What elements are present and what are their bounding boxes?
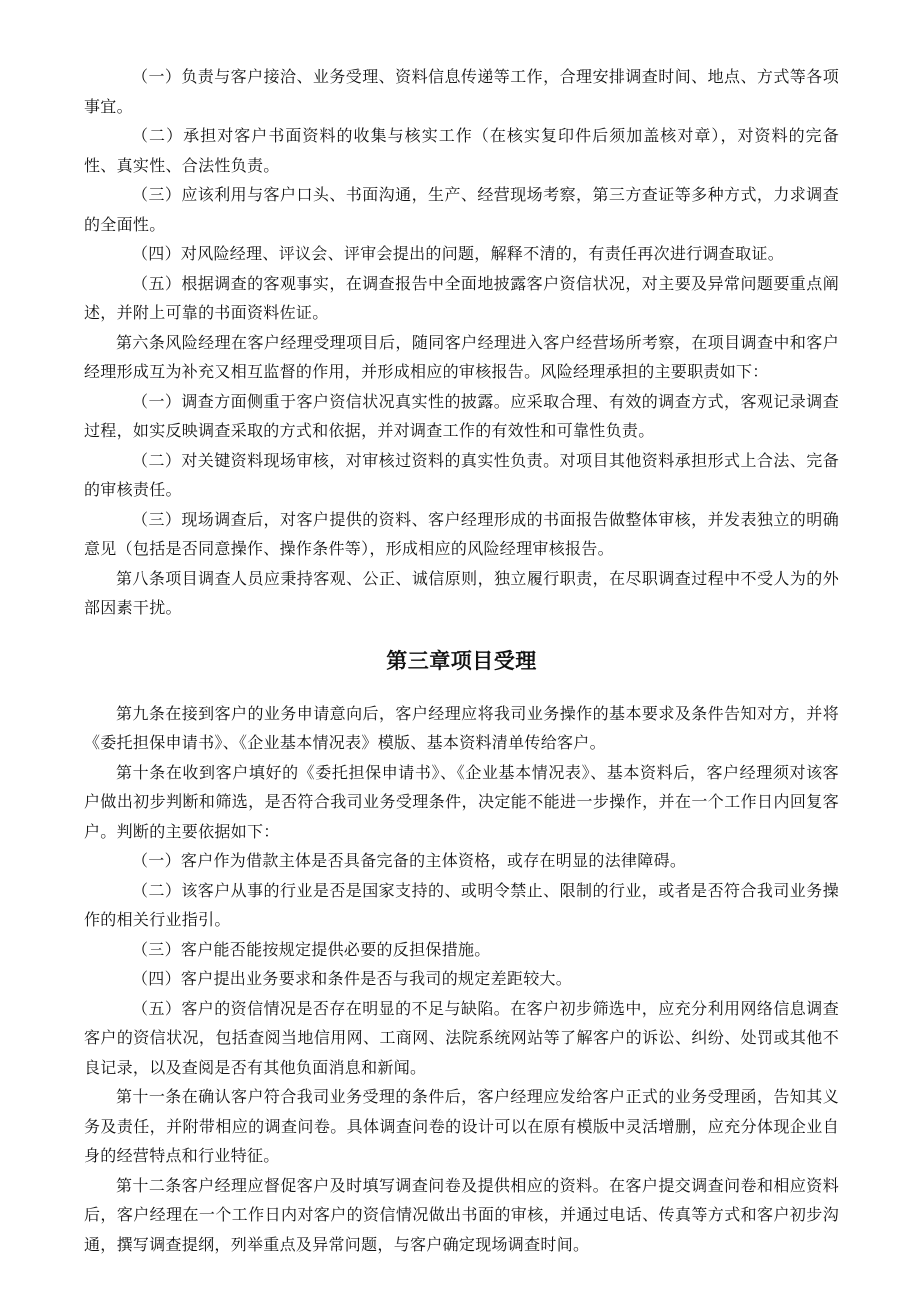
article-11-paragraph: 第十一条在确认客户符合我司业务受理的条件后，客户经理应发给客户正式的业务受理函，告知其义务及责任，并附带相应的调查问卷。具体调查问卷的设计可以在原有模版中灵活增删，应充分体现企业自身的经营特点和行业特征。: [84, 1087, 839, 1165]
article-9-paragraph: 第九条在接到客户的业务申请意向后，客户经理应将我司业务操作的基本要求及条件告知对方，并将《委托担保申请书》、《企业基本情况表》模版、基本资料清单传给客户。: [84, 703, 839, 752]
article-10-paragraph: 第十条在收到客户填好的《委托担保申请书》、《企业基本情况表》、基本资料后，客户经理须对该客户做出初步判断和筛选，是否符合我司业务受理条件，决定能不能进一步操作，并在一个工作日内回复客户。判断的主要依据如下：: [84, 762, 839, 841]
clause-paragraph: （五）客户的资信情况是否存在明显的不足与缺陷。在客户初步筛选中，应充分利用网络信息调查客户的资信状况，包括查阅当地信用网、工商网、法院系统网站等了解客户的诉讼、纠纷、处罚或其他不良记录，以及查阅是否有其他负面消息和新闻。: [84, 998, 839, 1077]
clause-paragraph: （一）调查方面侧重于客户资信状况真实性的披露。应采取合理、有效的调查方式，客观记录调查过程，如实反映调查采取的方式和依据，并对调查工作的有效性和可靠性负责。: [84, 391, 839, 440]
article-6-paragraph: 第六条风险经理在客户经理受理项目后，随同客户经理进入客户经营场所考察，在项目调查中和客户经理形成互为补充又相互监督的作用，并形成相应的审核报告。风险经理承担的主要职责如下：: [84, 332, 839, 381]
document-page: [84, 62, 839, 1259]
clause-paragraph: （二）承担对客户书面资料的收集与核实工作（在核实复印件后须加盖核对章），对资料的完备性、真实性、合法性负责。: [84, 126, 839, 175]
clause-paragraph: （二）该客户从事的行业是否是国家支持的、或明令禁止、限制的行业，或者是否符合我司业务操作的相关行业指引。: [84, 880, 839, 929]
clause-paragraph: （三）现场调查后，对客户提供的资料、客户经理形成的书面报告做整体审核，并发表独立的明确意见（包括是否同意操作、操作条件等），形成相应的风险经理审核报告。: [84, 509, 839, 558]
chapter-title: 第三章项目受理: [386, 648, 537, 673]
clause-paragraph: （五）根据调查的客观事实，在调查报告中全面地披露客户资信状况，对主要及异常问题要重点阐述，并附上可靠的书面资料佐证。: [84, 273, 839, 322]
clause-paragraph: （二）对关键资料现场审核，对审核过资料的真实性负责。对项目其他资料承担形式上合法、完备的审核责任。: [84, 450, 839, 499]
clause-paragraph: （三）应该利用与客户口头、书面沟通，生产、经营现场考察，第三方查证等多种方式，力求调查的全面性。: [84, 185, 839, 234]
clause-paragraph: （一）负责与客户接洽、业务受理、资料信息传递等工作，合理安排调查时间、地点、方式等各项事宜。: [84, 67, 839, 116]
article-12-paragraph: 第十二条客户经理应督促客户及时填写调查问卷及提供相应的资料。在客户提交调查问卷和相应资料后，客户经理在一个工作日内对客户的资信情况做出书面的审核，并通过电话、传真等方式和客户初步沟通，撰写调查提纲，列举重点及异常问题，与客户确定现场调查时间。: [84, 1175, 839, 1254]
clause-paragraph: （四）对风险经理、评议会、评审会提出的问题，解释不清的，有责任再次进行调查取证。: [132, 244, 785, 263]
clause-paragraph: （四）客户提出业务要求和条件是否与我司的规定差距较大。: [132, 969, 573, 988]
clause-paragraph: （一）客户作为借款主体是否具备完备的主体资格，或存在明显的法律障碍。: [132, 851, 687, 870]
article-8-paragraph: 第八条项目调查人员应秉持客观、公正、诚信原则，独立履行职责，在尽职调查过程中不受人为的外部因素干扰。: [84, 568, 839, 617]
clause-paragraph: （三）客户能否能按规定提供必要的反担保措施。: [132, 939, 491, 959]
